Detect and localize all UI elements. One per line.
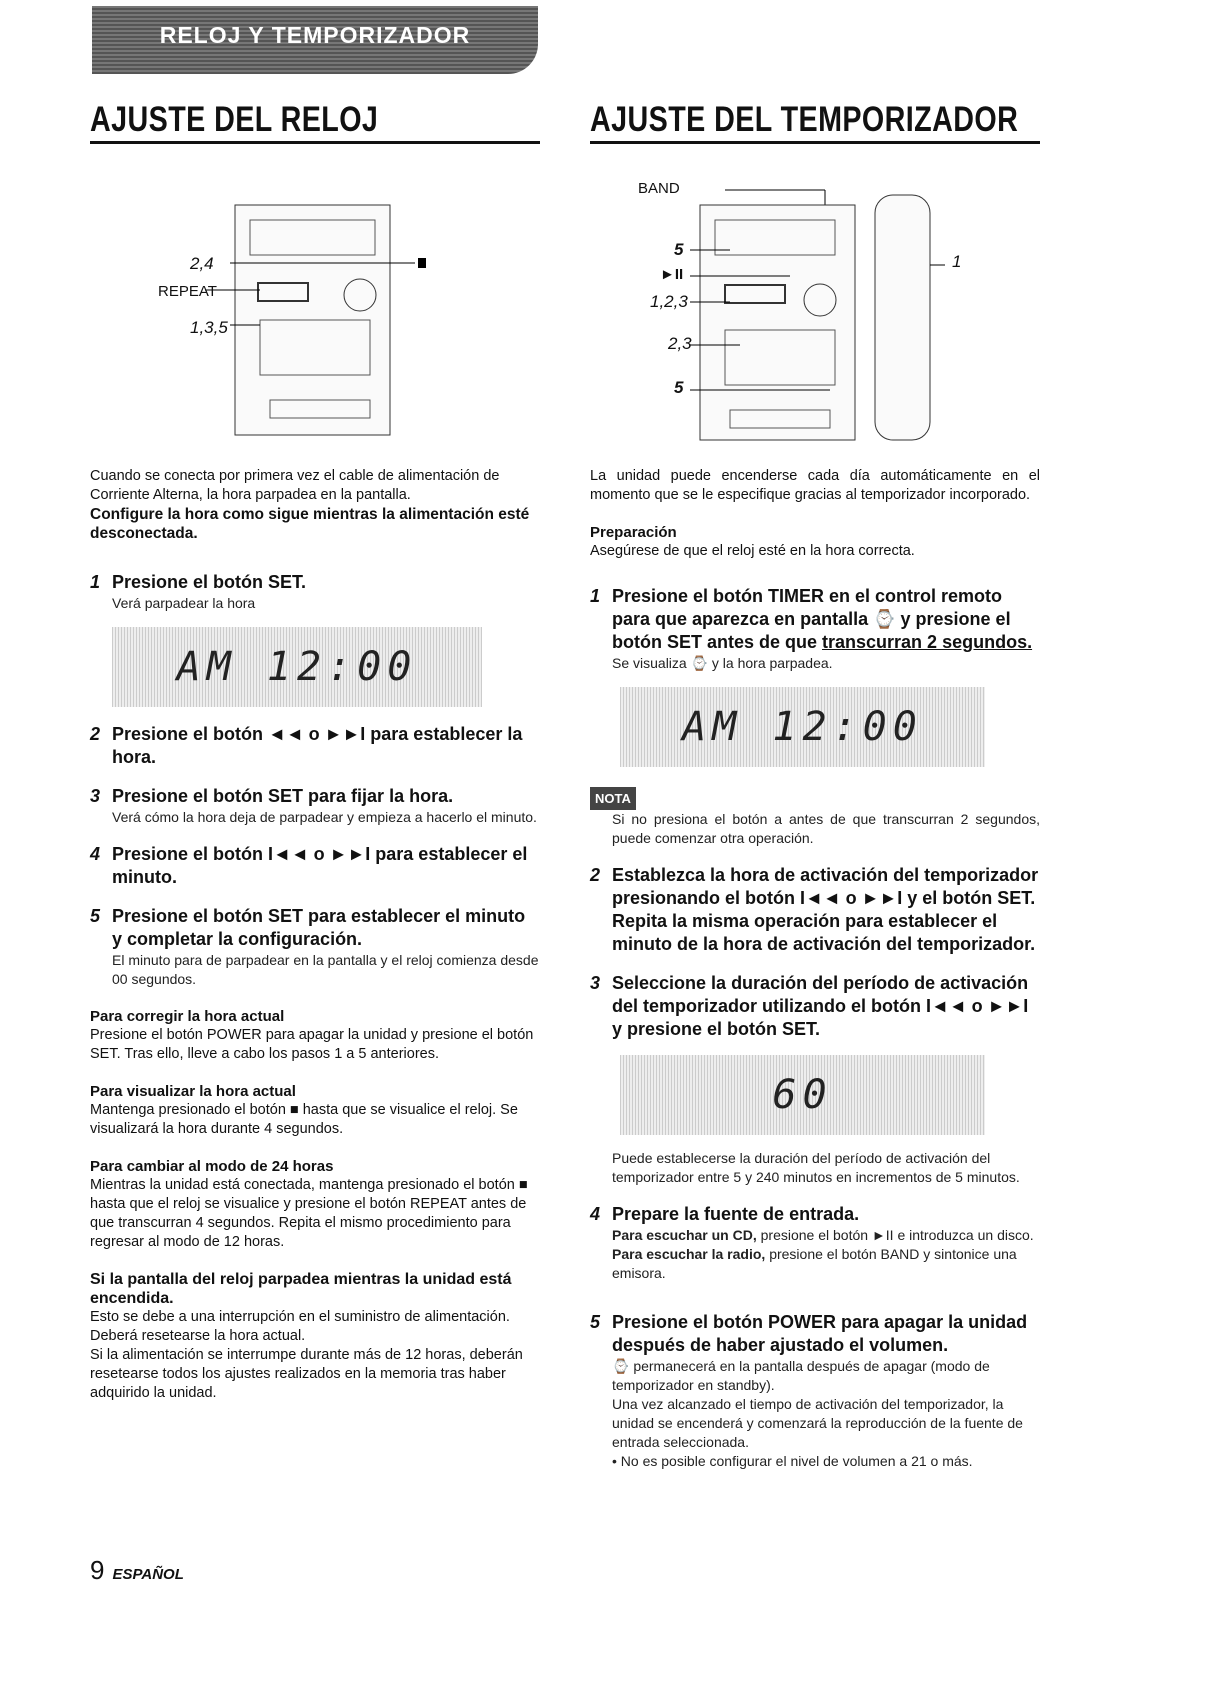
step-title: Presione el botón SET para establecer el minuto y completar la configuración. [112,906,526,949]
label-play-pause: ►II [660,266,684,283]
step-5 [90,905,540,951]
label-1-2-3: 1,2,3 [650,292,688,311]
label-2-4: 2,4 [190,254,214,273]
step-number: 3 [90,786,101,806]
step-number: 4 [590,1204,601,1224]
step-text: Se visualiza ⌚ y la hora parpadea. [612,655,833,671]
step-title: Establezca la hora de activación del temporizador presionando el botón I◄◄ o ►►I y el botón SET. Repita la misma operación para establecer el minuto de la hora de activación del temporizador. [612,865,1039,954]
section-banner: RELOJ Y TEMPORIZADOR [92,6,538,74]
step-number: 5 [590,1312,601,1332]
step-title: Presione el botón SET. [112,572,307,592]
intro-bold: Configure la hora como sigue mientras la alimentación esté desconectada. [90,506,530,542]
right-column [590,467,1040,1471]
stereo-and-remote-diagram [660,180,1020,450]
timer-display: AM 12:00 [620,687,985,767]
radio-text: presione el botón BAND y sintonice una emisora. [612,1246,1017,1281]
nota-badge: NOTA [590,787,636,810]
step-number: 1 [590,586,601,606]
label-1: 1 [952,252,962,271]
section-text: Presione el botón POWER para apagar la unidad y presione el botón SET. Tras ello, lleve a cabo los pasos 1 a 5 anteriores. [90,1027,534,1062]
step-text: • No es posible configurar el nivel de volumen a 21 o más. [612,1453,973,1469]
step-text: Verá cómo la hora deja de parpadear y empieza a hacerlo el minuto. [112,809,537,825]
step-number: 3 [590,973,601,993]
step-title: Presione el botón SET para fijar la hora. [112,786,454,806]
cd-instructions [590,1226,1040,1245]
step-number: 5 [90,906,101,926]
step-text: Una vez alcanzado el tiempo de activación del temporizador, la unidad se encenderá y comenzará la reproducción de la fuente de entrada seleccionada. [612,1396,1023,1450]
step-4 [90,843,540,889]
intro-text: Cuando se conecta por primera vez el cable de alimentación de Corriente Alterna, la hora parpadea en la pantalla. [90,468,500,503]
cd-label: Para escuchar un CD, [612,1227,757,1243]
step-2 [90,723,540,769]
label-5b: 5 [674,378,684,397]
clock-display: AM 12:00 [112,627,482,707]
section-text: Esto se debe a una interrupción en el suministro de alimentación. Deberá resetearse la hora actual. Si la alimentación se interrumpe durante más de 12 horas, deberán resetearse todos los ajustes realizados en la memoria tras haber adquirido la unidad. [90,1309,523,1401]
step-number: 1 [90,572,101,592]
step-title [612,585,1040,654]
step-3 [90,785,540,808]
label-band: BAND [638,180,680,197]
step-1 [590,585,1040,654]
section-heading: Para cambiar al modo de 24 horas [90,1158,334,1175]
label-1-3-5: 1,3,5 [190,318,228,337]
preparation-text: Asegúrese de que el reloj esté en la hora correcta. [590,543,915,559]
step-title: Prepare la fuente de entrada. [612,1204,860,1224]
step-title: Presione el botón POWER para apagar la unidad después de haber ajustado el volumen. [612,1312,1028,1355]
section-heading: Para corregir la hora actual [90,1008,285,1025]
radio-instructions [590,1245,1040,1283]
label-5: 5 [674,240,684,259]
left-column [90,467,540,1403]
step-number: 4 [90,844,101,864]
step-text: El minuto para de parpadear en la pantalla y el reloj comienza desde 00 segundos. [112,952,539,987]
duration-display: 60 [620,1055,985,1135]
nota-text: Si no presiona el botón a antes de que transcurran 2 segundos, puede comenzar otra operación. [612,811,1040,846]
step-title: Presione el botón I◄◄ o ►►I para establecer el minuto. [112,844,528,887]
right-title: AJUSTE DEL TEMPORIZADOR [590,100,1019,139]
divider [90,141,540,144]
step-3 [590,972,1040,1041]
step-title: Seleccione la duración del período de activación del temporizador utilizando el botón I◄◄ o ►►I y presione el botón SET. [612,973,1029,1039]
page-footer [90,1555,184,1586]
step-title-underlined: transcurran 2 segundos. [822,632,1033,652]
step-title-text: Presione el botón TIMER en el control remoto para que aparezca en pantalla ⌚ y presione el botón SET antes de que [612,586,1011,652]
cd-text: presione el botón ►II e introduzca un disco. [756,1227,1034,1243]
divider [590,141,1040,144]
preparation-heading: Preparación [590,524,677,541]
intro-text: La unidad puede encenderse cada día automáticamente en el momento que se le especifique gracias al temporizador incorporado. [590,468,1040,503]
step-title: Presione el botón ◄◄ o ►►I para establecer la hora. [112,724,523,767]
step-text: Puede establecerse la duración del período de activación del temporizador entre 5 y 240 minutos en incrementos de 5 minutos. [612,1150,1020,1185]
page-number: 9 [90,1555,105,1585]
section-text: Mantenga presionado el botón ■ hasta que se visualice el reloj. Se visualizará la hora durante 4 segundos. [90,1102,518,1137]
radio-label: Para escuchar la radio, [612,1246,766,1262]
step-2 [590,864,1040,956]
step-text: Verá parpadear la hora [112,595,256,611]
step-number: 2 [90,724,101,744]
label-repeat: REPEAT [158,283,217,300]
section-heading: Para visualizar la hora actual [90,1083,296,1100]
step-5 [590,1311,1040,1357]
step-text: ⌚ permanecerá en la pantalla después de apagar (modo de temporizador en standby). [612,1358,990,1393]
label-2-3: 2,3 [668,334,692,353]
language-label: ESPAÑOL [112,1566,184,1583]
step-number: 2 [590,865,601,885]
section-text: Mientras la unidad está conectada, mantenga presionado el botón ■ hasta que el reloj se visualice y presione el botón REPEAT antes de que transcurran 4 segundos. Repita el mismo procedimiento para regresar al modo de 12 horas. [90,1177,528,1250]
step-4 [590,1203,1040,1226]
section-heading: Si la pantalla del reloj parpadea mientras la unidad está encendida. [90,1271,512,1307]
left-title: AJUSTE DEL RELOJ [90,100,379,139]
step-1 [90,571,540,594]
